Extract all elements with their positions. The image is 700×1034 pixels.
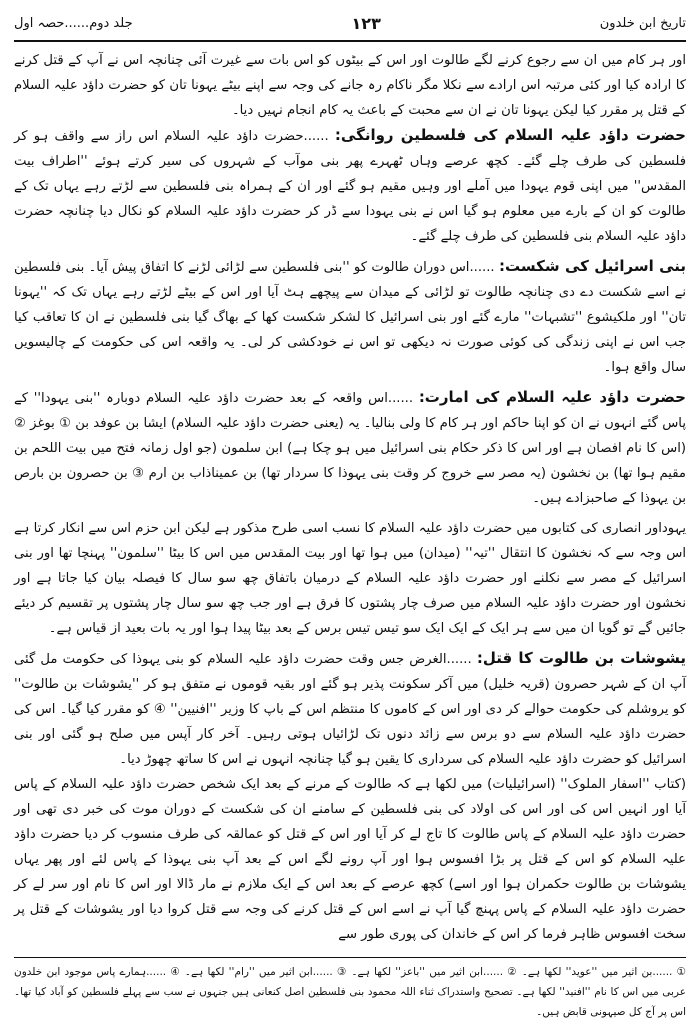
header-divider [14,40,686,42]
paragraph [14,123,686,249]
paragraph [14,772,686,947]
paragraph [14,516,686,641]
paragraph-text: یہوداور انصاری کی کتابوں میں حضرت داؤد علیہ السلام کا نسب اسی طرح مذکور ہے لیکن ابن حزم اس سے انکار کرتا ہے اس وجہ سے کہ نخشون کا انتقال ''تیہ'' (میدان) میں ہوا تھا اور بیت المقدس میں اس کا بیٹا ''سلمون'' پہنچا تھا اور بنی اسرائیل کے مصر سے نکلنے اور حضرت داؤد علیہ السلام کے درمیان باتفاق چھ سو سال کا فیصلہ بیان کیا جاتا ہے اور نخشون اور حضرت داؤد علیہ السلام میں صرف چار پشتوں کا فرق ہے اور جب چھ سو سال چار پشتوں پر تقسیم کر دیئے جائیں گے تو گویا ان میں سے ہر ایک کے ایک ایک سو تیس تیس برس کے بعد بیٹا پیدا ہوا اور یہ بات بعید از قیاس ہے۔ [14,521,686,636]
paragraph [14,48,686,123]
paragraph-text: ......حضرت داؤد علیہ السلام اس راز سے واقف ہو کر فلسطین کی طرف چلے گئے۔ کچھ عرصے وہاں ٹھہرے پھر بنی موآب کے شہروں کی سیر کرتے ہوئے ''اطراف بیت المقدس'' میں اپنی قوم یہودا میں آملے اور وہیں مقیم ہو گئے اور ان کے ہمراہ بنی فلسطین سے لڑتے رہے یہاں تک کے طالوت کو ان کے بارے میں معلوم ہو گیا اس نے بنی یہودا سے ڈر کر حضرت داؤد علیہ السلام کو نکال دیا چنانچہ حضرت داؤد علیہ السلام بنی فلسطین کی طرف چلے گئے۔ [14,129,686,244]
paragraph-text: اور ہر کام میں ان سے رجوع کرنے لگے طالوت اور اس کے بیٹوں کو اس بات سے غیرت آئی چنانچہ اس نے آپ کے قتل کرنے کا ارادہ کیا اور کئی مرتبہ اس ارادے سے نکلا مگر ناکام رہ جانے کی وجہ سے اپنے بیٹے یہونا تان کو حضرت داؤد علیہ السلام کے قتل پر مقرر کیا لیکن یہونا تان نے ان سے محبت کے باعث یہ کام انجام نہیں دیا۔ [14,53,686,118]
section-heading: حضرت داؤد علیہ السلام کی فلسطین روانگی: [334,126,686,144]
paragraph-text: ......اس واقعہ کے بعد حضرت داؤد علیہ السلام دوبارہ ''بنی یہودا'' کے پاس گئے انہوں نے ان کو اپنا حاکم اور ہر کام کا ولی بنالیا۔ یہ (یعنی حضرت داؤد علیہ السلام) ایشا بن عوفد بن ① بوغز ② (اس کا نام افصان ہے اور اس کا ذکر حکام بنی اسرائیل میں ہو چکا ہے) ابن سلمون (جو اول زمانہ فتح میں بیت اللحم بن مقیم ہوا تھا) بن نخشون (یہ مصر سے خروج کر وقت بنی یہوذا کا سردار تھا) بن عمیناذاب بن ارم ③ بن حصرون بن بارص بن یہوذا کے صاحبزادے ہیں۔ [14,391,686,506]
paragraph [14,646,686,772]
page-header [14,10,686,36]
body-text [14,48,686,947]
section-heading: حضرت داؤد علیہ السلام کی امارت: [418,388,686,406]
section-heading: یشوشات بن طالوت کا قتل: [476,649,686,667]
footnote-divider [14,957,686,958]
page-number: ۱۲۳ [351,13,381,33]
paragraph-text: ......الغرض جس وقت حضرت داؤد علیہ السلام کو بنی یہوذا کی حکومت مل گئی آپ ان کے شہر حصرون (قریہ خلیل) میں آکر سکونت پذیر ہو گئے اور بقیہ قوموں نے متفق ہو کر ''یشوشات بن طالوت'' کو یروشلم کی حکومت حوالے کر دی اور اس کے کاموں کا منتظم اس کے باپ کا وزیر ''افنیین'' ④ کو مقرر کیا گیا۔ اس کی حضرت داؤد علیہ السلام سے دو برس سے زائد دنوں تک لڑائیاں ہوتی رہیں۔ آخر کار آپس میں صلح ہو گئی اور بنی اسرائیل کو حضرت داؤد علیہ السلام کی سرداری کا یقین ہو گیا چنانچہ انہوں نے اس کا ساتھ چھوڑ دیا۔ [14,652,686,767]
section-heading: بنی اسرائیل کی شکست: [498,257,687,275]
paragraph-text: ......اس دوران طالوت کو ''بنی فلسطین سے لڑائی لڑنے کا اتفاق پیش آیا۔ بنی فلسطین نے اسے شکست دے دی چنانچہ طالوت تو لڑائی کے میدان سے پیچھے ہٹ آیا اور اس کے بیٹے لڑتے رہے یہاں تک کہ ''یہونا تان'' اور ملکیشوع ''تشبہات'' مارے گئے اور بنی اسرائیل کا لشکر شکست کھا کے بھاگ گیا بنی فلسطین نے ان کا تعاقب کیا جب اس نے اپنی زندگی کی کوئی صورت نہ دیکھی تو اس نے خودکشی کر لی۔ یہ واقعہ اس کی حکومت کے چالیسویں سال واقع ہوا۔ [14,260,686,375]
paragraph [14,385,686,511]
paragraph-text: (کتاب ''اسفار الملوک'' (اسرائیلیات) میں لکھا ہے کہ طالوت کے مرنے کے بعد ایک شخص حضرت داؤد علیہ السلام کے پاس آیا اور انہیں اس کی اور اس کی اولاد کی بنی فلسطین کے سامنے ان کی شکست کے دوران موت کی خبر دی تھی اور حضرت داؤد علیہ السلام کے پاس طالوت کا تاج لے کر آیا اور اس کے قتل کو عمالقہ کی طرف منسوب کر دیا حضرت داؤد علیہ السلام کو اس کے قتل پر بڑا افسوس ہوا اور آپ رونے لگے اس کے بعد آپ بنی یہوذا کے پاس لئے اور پھر یہاں یشوشات بن طالوت حکمران ہوا اور اسے) کچھ عرصے کے بعد اس کے ایک ملازم نے مار ڈالا اور اس کا نام اور سر لے کر حضرت داؤد علیہ السلام کے پاس پہنچ گیا آپ نے اسے اس کے قتل کرنے کی وجہ سے قتل کروا دیا اور یشوشات کے قتل پر سخت افسوس ظاہر فرما کر اس کے خاندان کی پوری طور سے [14,777,686,942]
footnotes: ① ......بن اثیر میں ''عوید'' لکھا ہے۔ ② ......ابن اثیر میں ''باعز'' لکھا ہے۔ ③ ......ابن اثیر میں ''رام'' لکھا ہے۔ ④ ......ہمارے پاس موجود ابن خلدون عربی میں اس کا نام ''افنید'' لکھا ہے۔ تصحیح واستدراک ثناء اللہ محمود بنی فلسطین اصل کنعانی ہیں جنہوں نے سب سے پہلے فلسطین کو آباد کیا تھا۔ اس پر آج کل صیہونی قابض ہیں۔ [14,966,686,1018]
book-title: تاریخ ابن خلدون [599,15,686,31]
paragraph [14,254,686,380]
volume-label: جلد دوم......حصہ اول [14,15,133,31]
